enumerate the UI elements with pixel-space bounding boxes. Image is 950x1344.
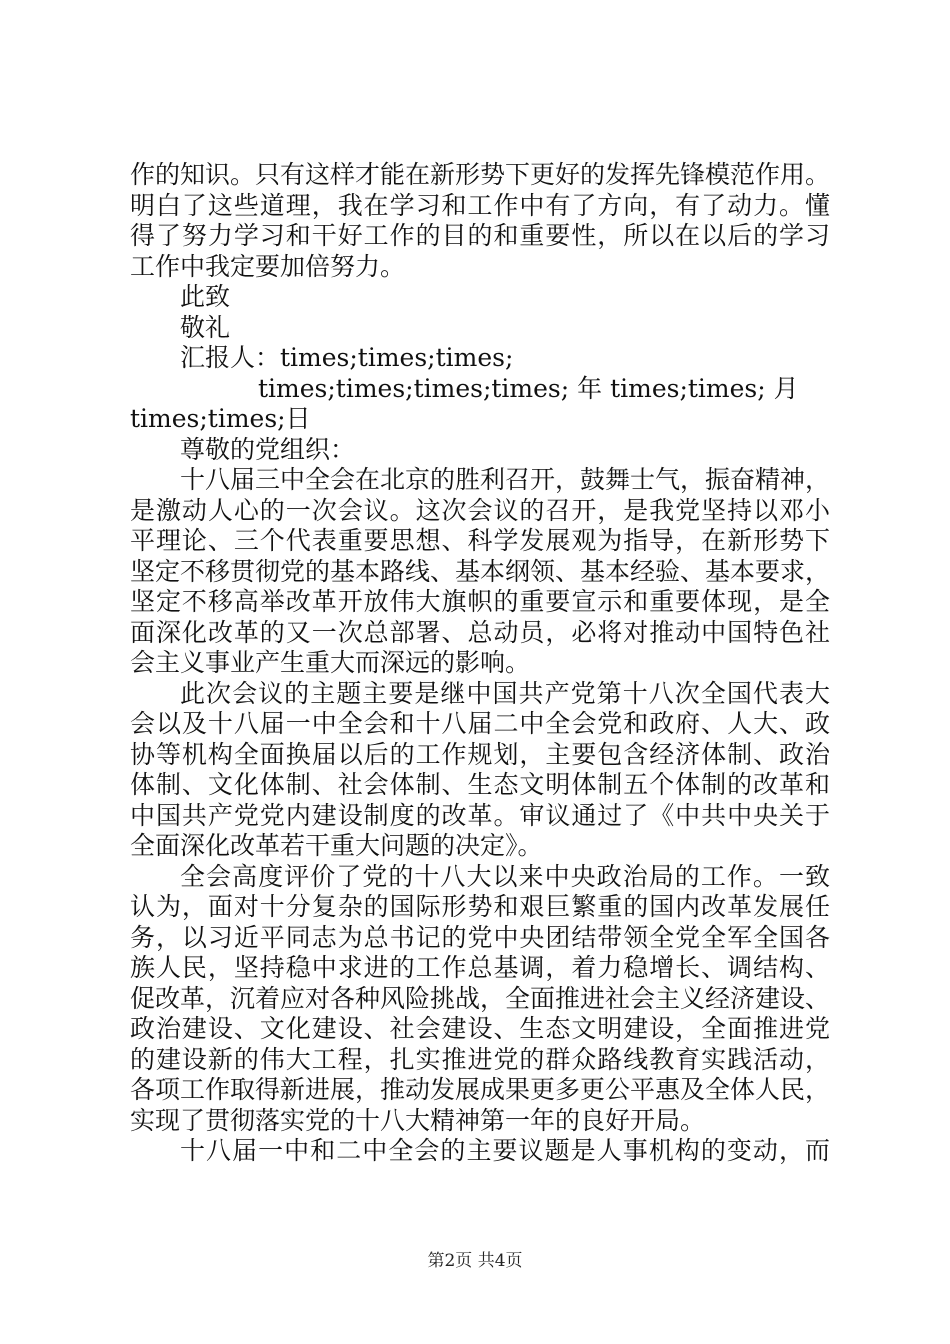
- text-line: 坚定不移贯彻党的基本路线、基本纲领、基本经验、基本要求，: [130, 556, 830, 586]
- text-line: 全会高度评价了党的十八大以来中央政治局的工作。一致: [180, 861, 830, 891]
- text-line: 务，以习近平同志为总书记的党中央团结带领全党全军全国各: [130, 922, 830, 952]
- date-line: times;times;日: [130, 404, 311, 433]
- text-line: 明白了这些道理，我在学习和工作中有了方向，有了动力。懂: [130, 190, 830, 220]
- text-line: 全面深化改革若干重大问题的决定》。: [130, 831, 543, 860]
- text-line: 认为，面对十分复杂的国际形势和艰巨繁重的国内改革发展任: [130, 892, 830, 921]
- date-line: times;times;times;times; 年 times;times; 月: [258, 373, 799, 403]
- text-line: 是激动人心的一次会议。这次会议的召开，是我党坚持以邓小: [130, 495, 830, 525]
- text-line: 十八届一中和二中全会的主要议题是人事机构的变动，而: [180, 1136, 830, 1165]
- text-line: 工作中我定要加倍努力。: [130, 251, 406, 281]
- page-number-footer: 第2页 共4页: [427, 1251, 523, 1271]
- text-line: 面深化改革的又一次总部署、总动员，必将对推动中国特色社: [130, 617, 830, 647]
- text-line: 各项工作取得新进展，推动发展成果更多更公平惠及全体人民，: [130, 1075, 830, 1104]
- text-line: 中国共产党党内建设制度的改革。审议通过了《中共中央关于: [130, 800, 830, 830]
- text-line: 政治建设、文化建设、社会建设、生态文明建设，全面推进党: [130, 1014, 830, 1043]
- greeting-line: 尊敬的党组织：: [180, 434, 356, 464]
- text-line: 坚定不移高举改革开放伟大旗帜的重要宣示和重要体现，是全: [130, 587, 830, 616]
- text-line: 会主义事业产生重大而深远的影响。: [130, 648, 531, 677]
- text-line: 促改革，沉着应对各种风险挑战，全面推进社会主义经济建设、: [130, 983, 830, 1013]
- text-line: 平理论、三个代表重要思想、科学发展观为指导，在新形势下: [130, 526, 830, 555]
- text-line: 的建设新的伟大工程，扎实推进党的群众路线教育实践活动，: [130, 1044, 830, 1074]
- text-line: 实现了贯彻落实党的十八大精神第一年的良好开局。: [130, 1105, 706, 1135]
- reporter-line: 汇报人：times;times;times;: [180, 343, 514, 372]
- text-line: 体制、文化体制、社会体制、生态文明体制五个体制的改革和: [130, 770, 830, 799]
- text-line: 会以及十八届一中全会和十八届二中全会党和政府、人大、政: [130, 709, 830, 738]
- text-line: 此次会议的主题主要是继中国共产党第十八次全国代表大: [180, 678, 830, 708]
- salutation-line: 敬礼: [180, 312, 231, 342]
- text-line: 作的知识。只有这样才能在新形势下更好的发挥先锋模范作用。: [130, 160, 830, 189]
- body-text: [130, 160, 830, 1167]
- text-line: 族人民，坚持稳中求进的工作总基调，着力稳增长、调结构、: [130, 953, 830, 982]
- text-line: 得了努力学习和干好工作的目的和重要性，所以在以后的学习: [130, 221, 830, 250]
- text-line: 十八届三中全会在北京的胜利召开，鼓舞士气，振奋精神，: [180, 465, 830, 494]
- salutation-line: 此致: [180, 282, 231, 311]
- text-line: 协等机构全面换届以后的工作规划，主要包含经济体制、政治: [130, 739, 830, 769]
